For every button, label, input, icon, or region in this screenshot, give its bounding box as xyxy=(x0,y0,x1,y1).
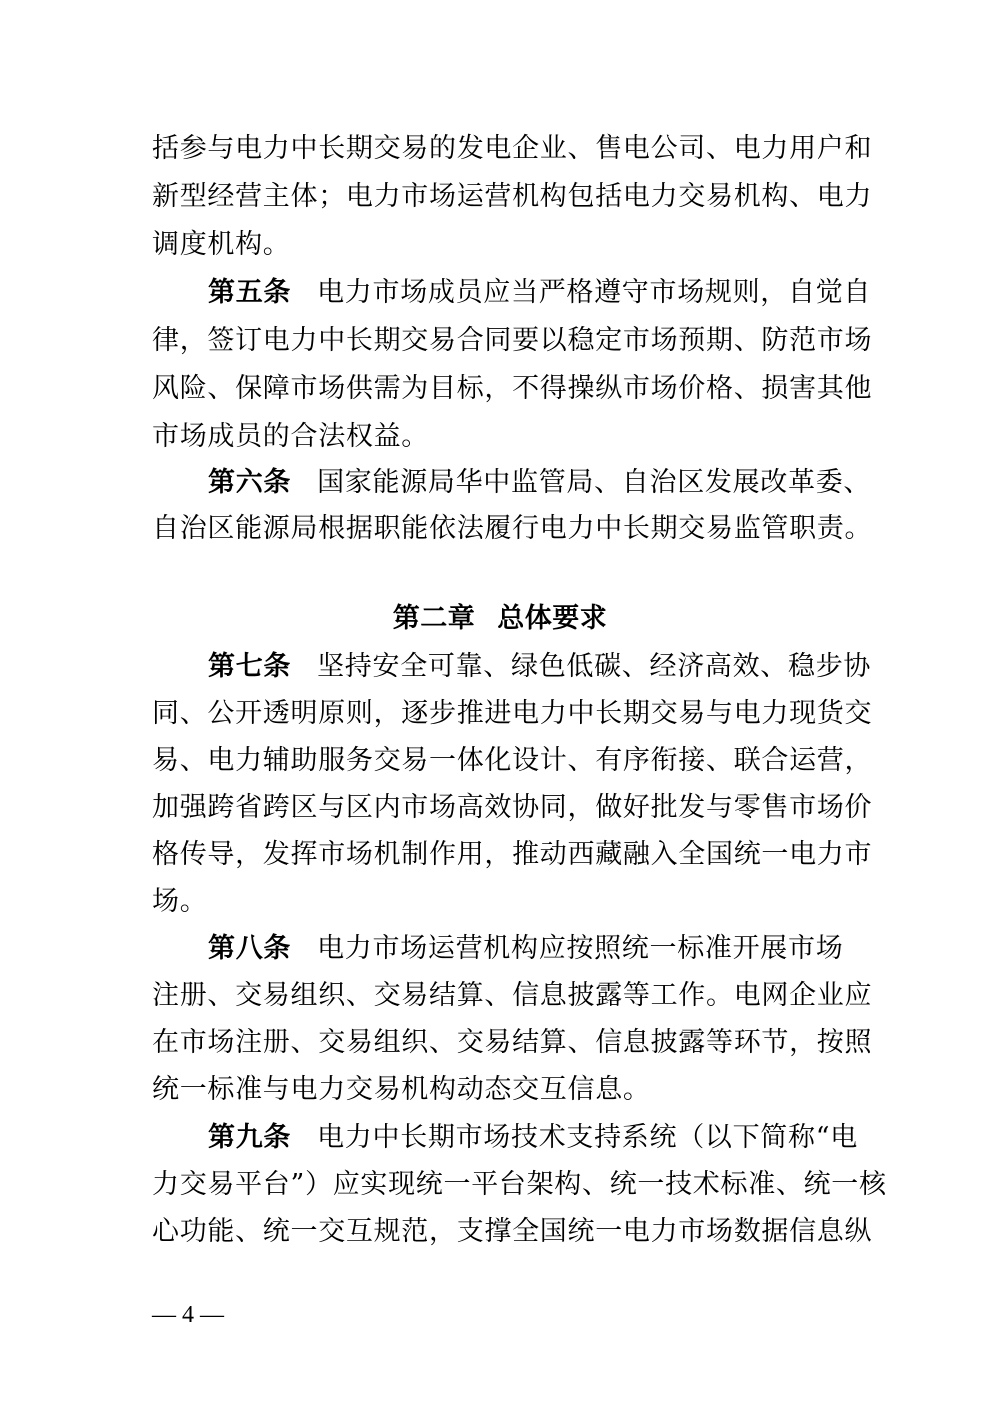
paragraph-line: 风险、保障市场供需为目标，不得操纵市场价格、损害其他 xyxy=(152,373,873,404)
paragraph-line: 在市场注册、交易组织、交易结算、信息披露等环节，按照 xyxy=(152,1027,873,1058)
paragraph-line: 市场成员的合法权益。 xyxy=(152,421,429,452)
paragraph-line: 电力市场运营机构应按照统一标准开展市场 xyxy=(317,933,844,964)
page-number: — 4 — xyxy=(152,1302,224,1328)
paragraph-line: 坚持安全可靠、绿色低碳、经济高效、稳步协 xyxy=(317,651,872,682)
chapter-heading xyxy=(0,605,1000,632)
paragraph-line: 括参与电力中长期交易的发电企业、售电公司、电力用户和 xyxy=(152,133,873,164)
paragraph-line: 电力市场成员应当严格遵守市场规则，自觉自 xyxy=(317,277,872,308)
chapter-number: 第二章 xyxy=(392,603,476,634)
article-heading: 第八条 xyxy=(208,933,292,964)
article-heading: 第七条 xyxy=(208,651,292,682)
article-heading: 第六条 xyxy=(208,467,292,498)
paragraph-line: 加强跨省跨区与区内市场高效协同，做好批发与零售市场价 xyxy=(152,792,873,823)
paragraph-line: 统一标准与电力交易机构动态交互信息。 xyxy=(152,1074,651,1105)
paragraph-line: 自治区能源局根据职能依法履行电力中长期交易监管职责。 xyxy=(152,513,873,544)
paragraph-line: 律，签订电力中长期交易合同要以稳定市场预期、防范市场 xyxy=(152,325,873,356)
paragraph-line: 电力中长期市场技术支持系统（以下简称“电 xyxy=(317,1122,858,1153)
article-9-first-line xyxy=(208,1124,858,1151)
paragraph-line: 心功能、统一交互规范，支撑全国统一电力市场数据信息纵 xyxy=(152,1216,873,1247)
paragraph-line: 同、公开透明原则，逐步推进电力中长期交易与电力现货交 xyxy=(152,698,873,729)
paragraph-line: 新型经营主体；电力市场运营机构包括电力交易机构、电力 xyxy=(152,181,873,212)
chapter-title: 总体要求 xyxy=(497,603,608,634)
article-heading: 第五条 xyxy=(208,277,292,308)
paragraph-line: 力交易平台”）应实现统一平台架构、统一技术标准、统一核 xyxy=(152,1169,887,1200)
article-heading: 第九条 xyxy=(208,1122,292,1153)
article-6-first-line xyxy=(208,469,871,496)
article-7-first-line xyxy=(208,653,871,680)
article-8-first-line xyxy=(208,935,843,962)
paragraph-line: 国家能源局华中监管局、自治区发展改革委、 xyxy=(317,467,872,498)
paragraph-line: 易、电力辅助服务交易一体化设计、有序衔接、联合运营， xyxy=(152,745,873,776)
paragraph-line: 场。 xyxy=(152,886,208,917)
paragraph-line: 格传导，发挥市场机制作用，推动西藏融入全国统一电力市 xyxy=(152,839,873,870)
paragraph-line: 注册、交易组织、交易结算、信息披露等工作。电网企业应 xyxy=(152,980,873,1011)
article-5-first-line xyxy=(208,279,871,306)
paragraph-line: 调度机构。 xyxy=(152,229,291,260)
